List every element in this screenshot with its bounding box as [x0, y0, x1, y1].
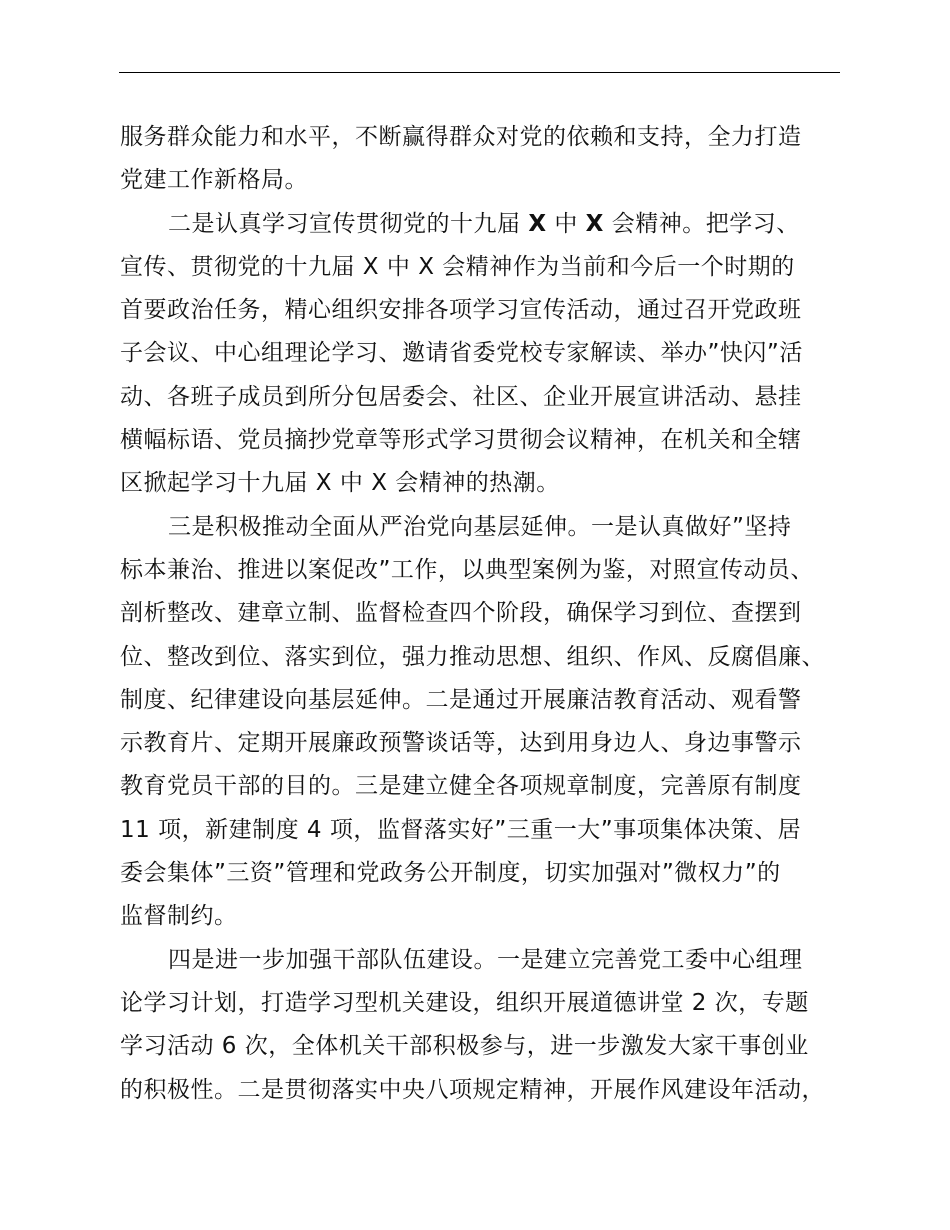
text-line: 示教育片、定期开展廉政预警谈话等，达到用身边人、身边事警示: [120, 730, 802, 757]
text-line: 动、各班子成员到所分包居委会、社区、企业开展宣讲活动、悬挂: [120, 383, 802, 410]
text-line: 区掀起学习十九届 X 中 X 会精神的热潮。: [120, 470, 560, 497]
text-line: 服务群众能力和水平，不断赢得群众对党的依赖和支持，全力打造: [120, 124, 802, 150]
paragraph-heading-line: 四是进一步加强干部队伍建设。一是建立完善党工委中心组理: [168, 946, 803, 973]
text-line: 标本兼治、推进以案促改”工作，以典型案例为鉴，对照宣传动员、: [120, 556, 814, 583]
text-line: 位、整改到位、落实到位，强力推动思想、组织、作风、反腐倡廉、: [120, 643, 825, 670]
paragraph-heading-line: [120, 203, 842, 246]
paragraph-heading-line: 三是积极推动全面从严治党向基层延伸。一是认真做好”坚持: [168, 513, 792, 540]
text-line: 剖析整改、建章立制、监督检查四个阶段，确保学习到位、查摆到: [120, 600, 802, 627]
bold-x: X: [528, 210, 547, 237]
bold-x: X: [585, 210, 604, 237]
text-segment: 中: [546, 210, 586, 237]
text-line: 首要政治任务，精心组织安排各项学习宣传活动，通过召开党政班: [120, 297, 802, 324]
text-line: 论学习计划，打造学习型机关建设，组织开展道德讲堂 2 次，专题: [120, 989, 809, 1016]
text-line: 11 项，新建制度 4 项，监督落实好”三重一大”事项集体决策、居: [120, 816, 802, 843]
text-line: 党建工作新格局。: [120, 167, 308, 194]
text-line: 宣传、贯彻党的十九届 X 中 X 会精神作为当前和今后一个时期的: [120, 253, 795, 280]
text-line: 横幅标语、党员摘抄党章等形式学习贯彻会议精神，在机关和全辖: [120, 427, 802, 454]
document-body: [120, 116, 842, 1112]
text-line: 委会集体”三资”管理和党政务公开制度，切实加强对”微权力”的: [120, 860, 781, 887]
text-segment: 会精神。把学习、: [603, 210, 800, 237]
text-line: 子会议、中心组理论学习、邀请省委党校专家解读、举办”快闪”活: [120, 340, 803, 367]
text-line: 教育党员干部的目的。三是建立健全各项规章制度，完善原有制度: [120, 773, 802, 800]
text-line: 学习活动 6 次，全体机关干部积极参与，进一步激发大家干事创业: [120, 1033, 809, 1060]
text-line: 的积极性。二是贯彻落实中央八项规定精神，开展作风建设年活动，: [120, 1076, 825, 1103]
header-rule: [119, 72, 840, 73]
text-line: 监督制约。: [120, 903, 238, 930]
text-segment: 二是认真学习宣传贯彻党的十九届: [168, 210, 529, 237]
text-line: 制度、纪律建设向基层延伸。二是通过开展廉洁教育活动、观看警: [120, 686, 802, 713]
